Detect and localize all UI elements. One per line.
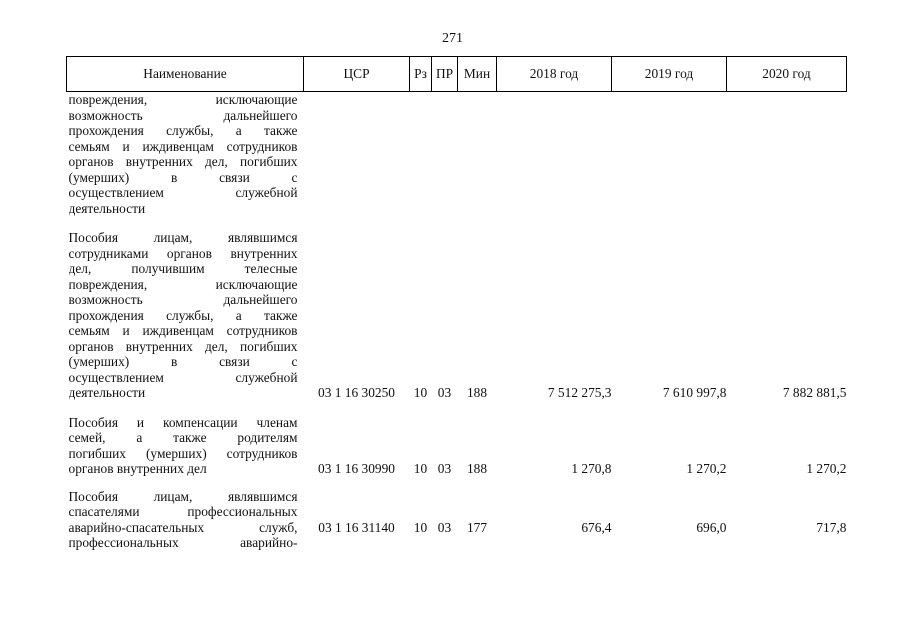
row-min: 188 [466,385,488,400]
row-min: 177 [466,520,488,535]
row-name-line: Пособия лицам, являвшимся [68,230,298,245]
row-name-line: аварийно-спасательных служб, [68,519,298,535]
row-name-line: Пособия лицам, являвшимся [68,488,298,504]
header-rz: Рз [410,57,432,92]
row-pr: 03 [437,385,452,400]
row-2018: 1 270,8 [571,461,612,476]
row-name-line: профессиональных аварийно- [68,535,298,550]
row-spacer [67,216,847,230]
row-name-line: погибших (умерших) сотрудников [68,445,298,461]
row-rz: 10 [413,461,428,476]
table-row [67,230,847,401]
header-2020: 2020 год [727,57,847,92]
header-2018: 2018 год [497,57,612,92]
page-number: 271 [442,31,463,46]
row-name-line: повреждения, исключающие [68,92,298,107]
row-name-line: осуществлением служебной [68,185,298,200]
table-header [67,57,847,92]
row-name-line: органов внутренних дел, погибших [68,338,298,354]
row-name-line: возможность дальнейшего [68,107,298,123]
row-name-line: семьям и иждивенцам сотрудников [68,138,298,154]
table-row [67,415,847,477]
row-name-line: органов внутренних дел [68,461,207,476]
row-name-line: органов внутренних дел, погибших [68,154,298,169]
row-name [67,415,304,477]
row-pr: 03 [437,461,452,476]
row-name-line: (умерших) в связи с [68,354,298,369]
row-spacer [67,477,847,489]
row-min: 188 [466,461,488,476]
row-2018: 7 512 275,3 [547,385,612,400]
row-name [67,230,304,401]
row-2018: 676,4 [581,520,612,535]
row-name [67,92,304,217]
table-row [67,92,847,217]
row-rz: 10 [413,385,428,400]
row-name-line: прохождения службы, а также [68,307,298,323]
row-name-line: сотрудниками органов внутренних [68,245,298,261]
table-row [67,489,847,551]
row-name-line: осуществлением служебной [68,369,298,385]
row-csr: 03 1 16 30990 [318,461,395,476]
row-name-line: дел, получившим телесные [68,261,298,276]
header-pr: ПР [432,57,458,92]
row-csr [304,92,410,217]
row-2019: 7 610 997,8 [662,385,727,400]
row-name-line: Пособия и компенсации членам [68,414,298,430]
row-rz: 10 [413,520,428,535]
row-2020: 1 270,2 [806,461,847,476]
row-rz [410,92,432,217]
header-min: Мин [458,57,497,92]
row-2019: 696,0 [696,520,727,535]
row-name-line: семьям и иждивенцам сотрудников [68,323,298,338]
row-pr: 03 [437,520,452,535]
row-csr: 03 1 16 30250 [318,385,395,400]
row-pr [432,92,458,217]
row-2019: 1 270,2 [686,461,727,476]
row-2018 [497,92,612,217]
row-csr: 03 1 16 31140 [318,520,395,535]
header-csr: ЦСР [304,57,410,92]
row-name-line: возможность дальнейшего [68,292,298,307]
row-name-line: деятельности [68,385,146,400]
row-spacer [67,401,847,415]
row-2019 [612,92,727,217]
row-2020: 7 882 881,5 [782,385,847,400]
budget-table [66,56,847,551]
row-name-line: семей, а также родителям [68,430,298,445]
header-name: Наименование [67,57,304,92]
row-name-line: спасателями профессиональных [68,504,298,519]
row-name-line: повреждения, исключающие [68,276,298,292]
row-min [458,92,497,217]
row-name-line: прохождения службы, а также [68,123,298,138]
row-name-line: (умерших) в связи с [68,169,298,185]
header-2019: 2019 год [612,57,727,92]
row-name-line: деятельности [68,200,146,216]
row-2020: 717,8 [816,520,847,535]
row-name [67,489,304,551]
row-2020 [727,92,847,217]
